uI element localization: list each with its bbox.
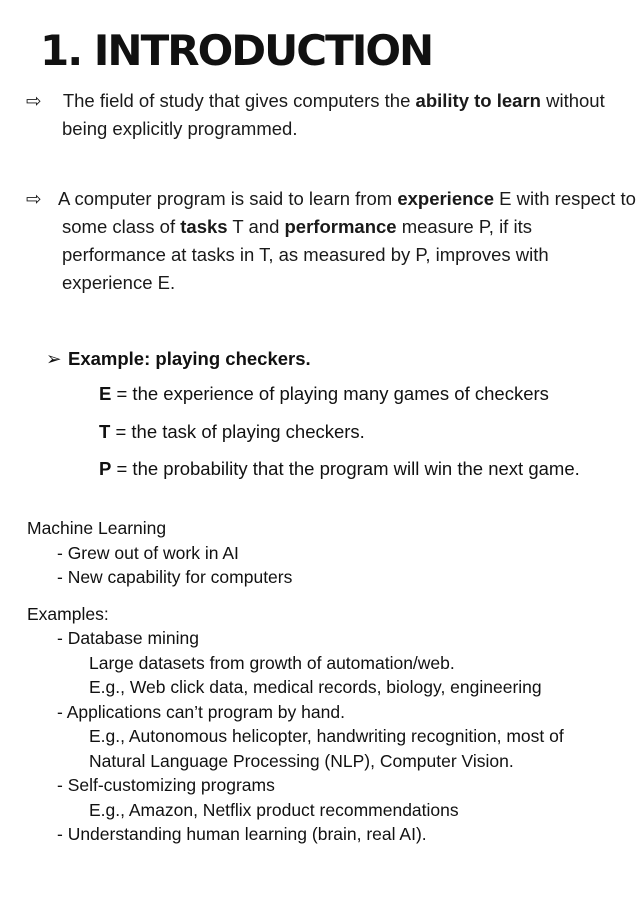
example-e-letter: E	[99, 383, 112, 404]
list-item-detail: E.g., Web click data, medical records, biology, engineering	[89, 677, 542, 697]
list-item: - Understanding human learning (brain, real AI).	[57, 824, 427, 844]
list-item-detail: Large datasets from growth of automation/web.	[89, 652, 455, 673]
example-p-text: = the probability that the program will win the next game.	[111, 458, 580, 479]
example-e-line	[99, 380, 589, 408]
definition-2-bold-tasks: tasks	[180, 216, 228, 237]
list-item-detail: Natural Language Processing (NLP), Computer Vision.	[89, 750, 514, 771]
example-heading	[46, 345, 311, 373]
spacer	[27, 590, 564, 602]
list-item: - Applications can’t program by hand.	[57, 701, 345, 722]
example-p-letter: P	[99, 458, 112, 479]
list-item: - Self-customizing programs	[57, 775, 275, 795]
definition-2-text: A computer program is said to learn from	[58, 188, 398, 209]
example-p-line	[99, 455, 589, 483]
right-arrow-icon: ⇨	[26, 188, 42, 209]
right-arrow-icon: ⇨	[26, 90, 42, 111]
example-t-letter: T	[99, 421, 111, 442]
example-t-text: = the task of playing checkers.	[110, 421, 365, 442]
notes-block	[27, 516, 564, 847]
definition-2-text: measure P, if its performance at tasks in T, as measured by P, improves with experience E.	[62, 216, 549, 293]
list-item: - New capability for computers	[57, 567, 293, 587]
definition-paragraph-2	[26, 185, 637, 297]
example-t-line	[99, 418, 589, 446]
machine-learning-heading: Machine Learning	[27, 518, 167, 538]
list-item-detail: E.g., Amazon, Netflix product recommendations	[89, 799, 459, 820]
definition-2-bold-experience: experience	[397, 188, 494, 209]
examples-heading: Examples:	[27, 603, 109, 624]
definition-2-bold-performance: performance	[284, 216, 397, 237]
page-title: 1. INTRODUCTION	[40, 26, 433, 75]
list-item: - Database mining	[57, 628, 200, 648]
list-item-detail: E.g., Autonomous helicopter, handwriting recognition, most of	[89, 726, 564, 746]
definition-1-text: The field of study that gives computers the	[62, 90, 416, 111]
example-e-text: = the experience of playing many games of checkers	[111, 383, 549, 404]
list-item: - Grew out of work in AI	[57, 542, 239, 563]
definition-2-text: T and	[227, 216, 285, 237]
example-heading-text: Example: playing checkers.	[68, 348, 311, 369]
definition-1-bold: ability to learn	[415, 90, 541, 111]
definition-1-text-end: without being explicitly programmed.	[62, 90, 605, 139]
arrowhead-bullet-icon: ➢	[46, 348, 62, 369]
definition-2-text: E with respect to some class of	[62, 188, 636, 237]
definition-paragraph-1	[26, 87, 632, 143]
